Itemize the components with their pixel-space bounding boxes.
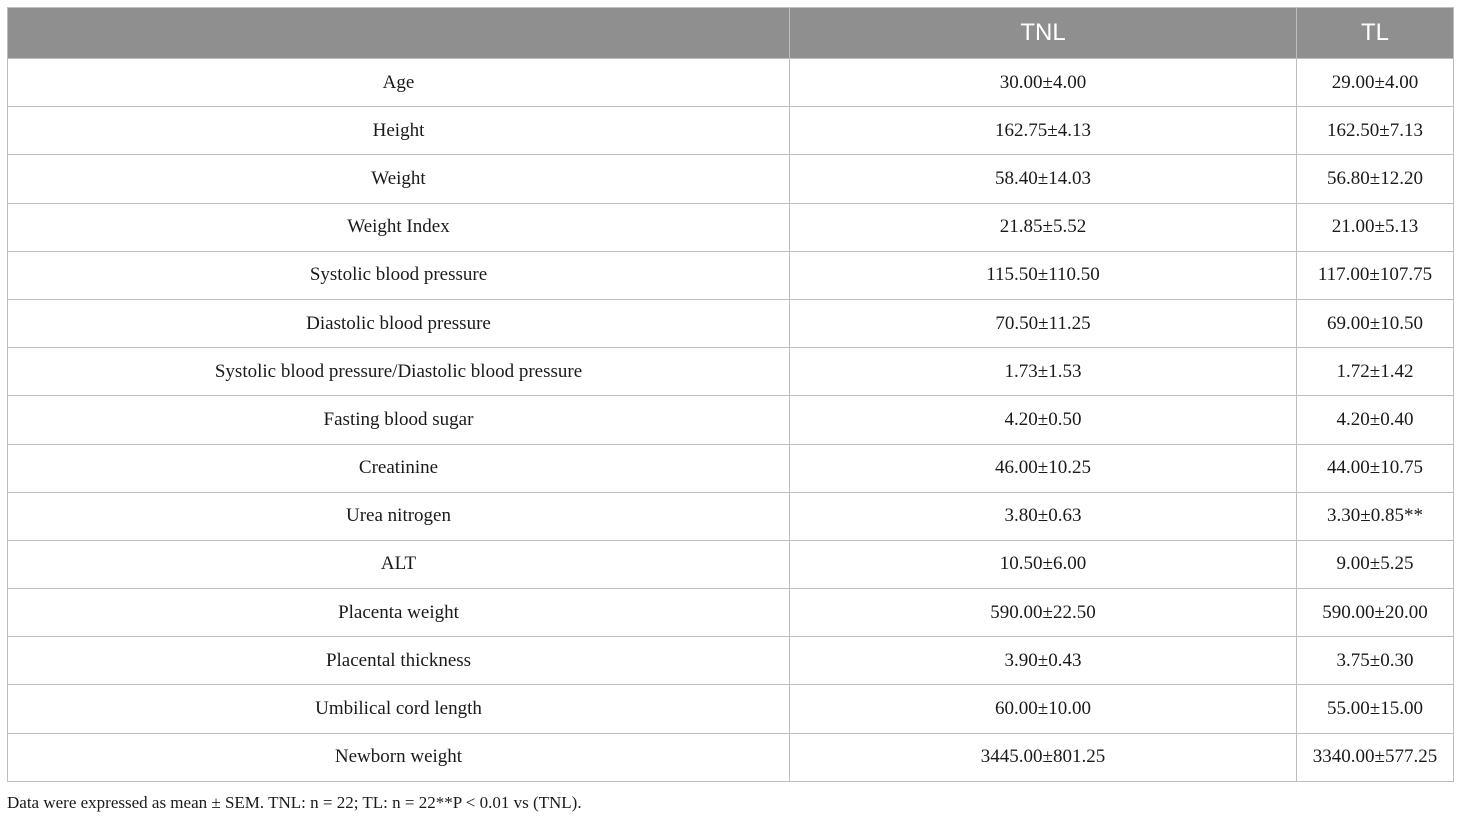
row-label-cell: Creatinine: [8, 444, 790, 492]
tnl-value-cell: 1.73±1.53: [790, 348, 1297, 396]
tl-value-cell: 3.30±0.85**: [1297, 492, 1454, 540]
tl-value-cell: 56.80±12.20: [1297, 155, 1454, 203]
tl-value-cell: 21.00±5.13: [1297, 203, 1454, 251]
tnl-value-cell: 10.50±6.00: [790, 540, 1297, 588]
table-footnote: Data were expressed as mean ± SEM. TNL: n = 22; TL: n = 22**P < 0.01 vs (TNL).: [7, 793, 582, 812]
table-row: [8, 155, 1454, 203]
tl-value-cell: 9.00±5.25: [1297, 540, 1454, 588]
table-row: [8, 203, 1454, 251]
header-cell-variable: [8, 8, 790, 59]
tl-value-cell: 162.50±7.13: [1297, 107, 1454, 155]
table-row: [8, 59, 1454, 107]
row-label-cell: Placental thickness: [8, 637, 790, 685]
tnl-value-cell: 3.80±0.63: [790, 492, 1297, 540]
row-label-cell: Fasting blood sugar: [8, 396, 790, 444]
row-label-cell: ALT: [8, 540, 790, 588]
header-cell-tnl: TNL: [790, 8, 1297, 59]
tl-value-cell: 117.00±107.75: [1297, 251, 1454, 299]
tl-value-cell: 4.20±0.40: [1297, 396, 1454, 444]
table-body: [8, 59, 1454, 782]
tl-value-cell: 590.00±20.00: [1297, 589, 1454, 637]
table-row: [8, 444, 1454, 492]
tl-value-cell: 3.75±0.30: [1297, 637, 1454, 685]
tnl-value-cell: 60.00±10.00: [790, 685, 1297, 733]
table-row: [8, 251, 1454, 299]
tl-value-cell: 69.00±10.50: [1297, 299, 1454, 347]
row-label-cell: Placenta weight: [8, 589, 790, 637]
tnl-value-cell: 590.00±22.50: [790, 589, 1297, 637]
tnl-value-cell: 162.75±4.13: [790, 107, 1297, 155]
tnl-value-cell: 58.40±14.03: [790, 155, 1297, 203]
tl-value-cell: 29.00±4.00: [1297, 59, 1454, 107]
table-row: [8, 348, 1454, 396]
row-label-cell: Newborn weight: [8, 733, 790, 781]
row-label-cell: Diastolic blood pressure: [8, 299, 790, 347]
row-label-cell: Urea nitrogen: [8, 492, 790, 540]
row-label-cell: Umbilical cord length: [8, 685, 790, 733]
table-row: [8, 685, 1454, 733]
table-row: [8, 589, 1454, 637]
table-row: [8, 540, 1454, 588]
table-row: [8, 637, 1454, 685]
tnl-value-cell: 46.00±10.25: [790, 444, 1297, 492]
table-row: [8, 492, 1454, 540]
tnl-value-cell: 30.00±4.00: [790, 59, 1297, 107]
tnl-value-cell: 3.90±0.43: [790, 637, 1297, 685]
tl-value-cell: 55.00±15.00: [1297, 685, 1454, 733]
header-row: [8, 8, 1454, 59]
tnl-value-cell: 4.20±0.50: [790, 396, 1297, 444]
row-label-cell: Systolic blood pressure/Diastolic blood pressure: [8, 348, 790, 396]
tl-value-cell: 3340.00±577.25: [1297, 733, 1454, 781]
row-label-cell: Height: [8, 107, 790, 155]
header-cell-tl: TL: [1297, 8, 1454, 59]
table-header: [8, 8, 1454, 59]
row-label-cell: Systolic blood pressure: [8, 251, 790, 299]
tnl-value-cell: 115.50±110.50: [790, 251, 1297, 299]
table-row: [8, 733, 1454, 781]
tnl-value-cell: 21.85±5.52: [790, 203, 1297, 251]
data-table-container: [7, 7, 1453, 782]
tnl-value-cell: 3445.00±801.25: [790, 733, 1297, 781]
tnl-value-cell: 70.50±11.25: [790, 299, 1297, 347]
comparison-table: [7, 7, 1454, 782]
table-row: [8, 107, 1454, 155]
row-label-cell: Weight: [8, 155, 790, 203]
row-label-cell: Age: [8, 59, 790, 107]
table-row: [8, 299, 1454, 347]
table-row: [8, 396, 1454, 444]
tl-value-cell: 44.00±10.75: [1297, 444, 1454, 492]
tl-value-cell: 1.72±1.42: [1297, 348, 1454, 396]
row-label-cell: Weight Index: [8, 203, 790, 251]
